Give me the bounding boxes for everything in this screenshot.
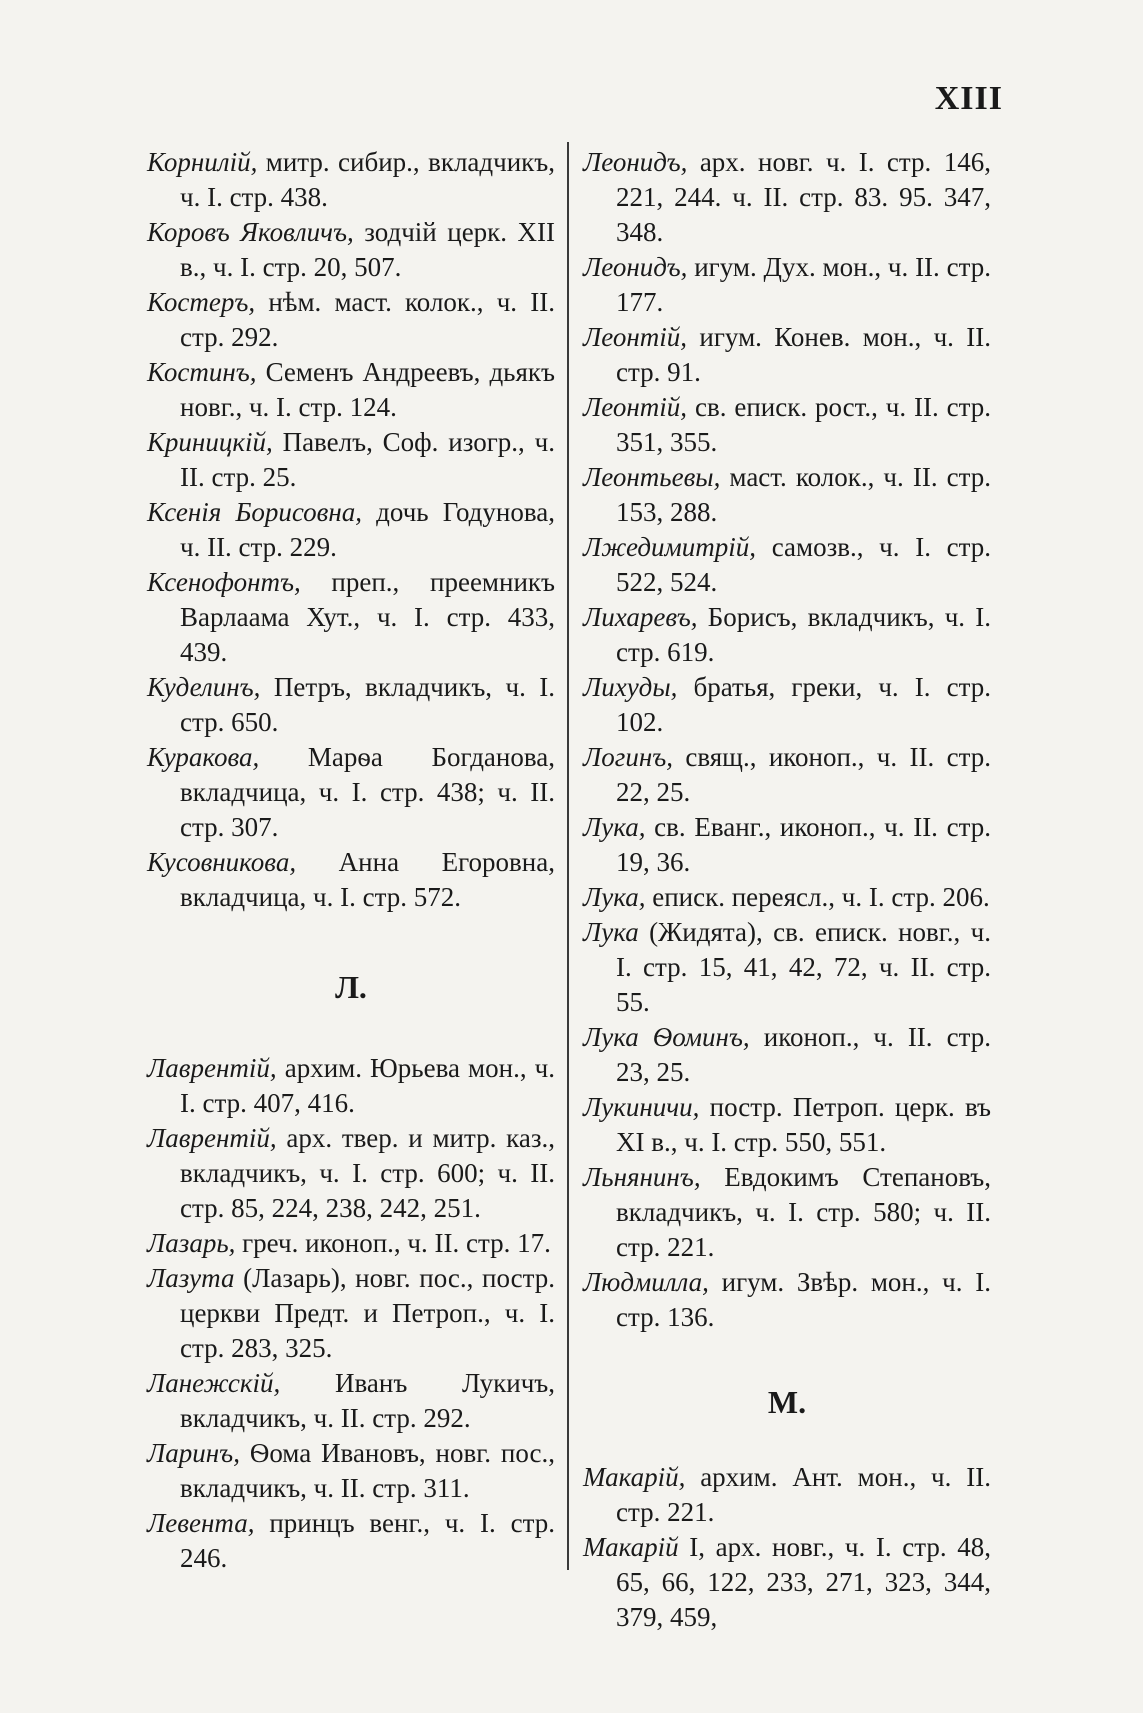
entry-text: (Жидята), св. еписк. новг., ч. I. стр. 15, 41, 42, 72, ч. II. стр. 55. — [616, 917, 991, 1017]
entry-name: Макарій — [583, 1532, 679, 1562]
letter-heading-m: М. — [767, 1384, 807, 1420]
right-entries-after — [583, 1460, 991, 1635]
page-number: XIII — [934, 80, 1003, 117]
entry-name: Корнилій, — [147, 147, 258, 177]
entry-name: Леонтій, — [583, 322, 688, 352]
entry-name: Лука — [583, 917, 639, 947]
column-divider — [567, 142, 569, 1570]
entry-text: Иванъ Лукичъ, вкладчикъ, ч. II. стр. 292. — [180, 1368, 555, 1433]
entry-text: игум. Конев. мон., ч. II. стр. 91. — [616, 322, 991, 387]
index-entry — [583, 390, 991, 460]
entry-name: Лихуды, — [583, 672, 678, 702]
entry-text: маст. колок., ч. II. стр. 153, 288. — [616, 462, 991, 527]
entry-name: Логинъ, — [583, 742, 673, 772]
entry-text: нѣм. маст. колок., ч. II. стр. 292. — [180, 287, 555, 352]
index-entry — [147, 355, 555, 425]
entry-text: Евдокимъ Степановъ, вкладчикъ, ч. I. стр. 580; ч. II. стр. 221. — [616, 1162, 991, 1262]
entry-name: Лазута — [147, 1263, 235, 1293]
entry-name: Леонидъ, — [583, 147, 688, 177]
right-column — [583, 145, 991, 1635]
index-entry — [147, 740, 555, 845]
index-entry — [583, 145, 991, 250]
entry-text: еписк. переясл., ч. I. стр. 206. — [645, 882, 990, 912]
entry-name: Коровъ Яковличъ, — [147, 217, 354, 247]
index-entry — [147, 1121, 555, 1226]
entry-text: свящ., иконоп., ч. II. стр. 22, 25. — [616, 742, 991, 807]
entry-name: Ланежскій, — [147, 1368, 281, 1398]
entry-text: греч. иконоп., ч. II. стр. 17. — [235, 1228, 551, 1258]
index-entry — [147, 145, 555, 215]
entry-text: самозв., ч. I. стр. 522, 524. — [616, 532, 991, 597]
entry-name: Лукиничи, — [583, 1092, 700, 1122]
entry-text: принцъ венг., ч. I. стр. 246. — [180, 1508, 555, 1573]
index-entry — [147, 215, 555, 285]
entry-name: Леонтій, — [583, 392, 688, 422]
left-entries-before — [147, 145, 555, 915]
index-entry — [583, 810, 991, 880]
entry-name: Лаврентій, — [147, 1123, 277, 1153]
index-entry — [583, 1530, 991, 1635]
entry-name: Лука Ѳоминъ, — [583, 1022, 750, 1052]
index-entry — [583, 1090, 991, 1160]
index-entry — [583, 250, 991, 320]
entry-text: зодчій церк. XII в., ч. I. стр. 20, 507. — [180, 217, 556, 282]
entry-name: Леонтьевы, — [583, 462, 721, 492]
index-entry — [583, 915, 991, 1020]
index-entry — [147, 565, 555, 670]
entry-text: постр. Петроп. церк. въ XI в., ч. I. стр. 550, 551. — [616, 1092, 991, 1157]
index-entry — [147, 1506, 555, 1576]
index-entry — [147, 495, 555, 565]
left-column — [147, 145, 555, 1576]
index-entry — [147, 425, 555, 495]
entry-name: Лжедимитрій, — [583, 532, 756, 562]
index-entry — [147, 1436, 555, 1506]
entry-name: Лука, — [583, 812, 646, 842]
entry-name: Ксенія Борисовна, — [147, 497, 363, 527]
index-entry — [147, 1366, 555, 1436]
entry-text: митр. сибир., вкладчикъ, ч. I. стр. 438. — [180, 147, 555, 212]
entry-name: Лазарь, — [147, 1228, 236, 1258]
index-entry — [583, 320, 991, 390]
entry-name: Леонидъ, — [583, 252, 688, 282]
entry-text: Павелъ, Соф. изогр., ч. II. стр. 25. — [180, 427, 555, 492]
index-entry — [583, 1160, 991, 1265]
index-entry — [583, 880, 991, 915]
entry-text: игум. Дух. мон., ч. II. стр. 177. — [616, 252, 991, 317]
entry-text: арх. твер. и митр. каз., вкладчикъ, ч. I. стр. 600; ч. II. стр. 85, 224, 238, 242, 251. — [180, 1123, 555, 1223]
index-entry — [583, 530, 991, 600]
index-entry — [147, 845, 555, 915]
entry-text: Анна Егоровна, вкладчица, ч. I. стр. 572. — [180, 847, 555, 912]
entry-name: Костинъ, — [147, 357, 257, 387]
index-entry — [147, 285, 555, 355]
entry-name: Куракова, — [147, 742, 260, 772]
entry-text: братья, греки, ч. I. стр. 102. — [616, 672, 991, 737]
entry-text: Марѳа Богданова, вкладчица, ч. I. стр. 438; ч. II. стр. 307. — [180, 742, 555, 842]
index-entry — [583, 600, 991, 670]
entry-text: арх. новг. ч. I. стр. 146, 221, 244. ч. II. стр. 83. 95. 347, 348. — [616, 147, 991, 247]
entry-name: Макарій, — [583, 1462, 686, 1492]
entry-name: Льнянинъ, — [583, 1162, 701, 1192]
entry-name: Людмилла, — [583, 1267, 709, 1297]
entry-text: св. еписк. рост., ч. II. стр. 351, 355. — [616, 392, 991, 457]
right-entries-before — [583, 145, 991, 1335]
entry-name: Куделинъ, — [147, 672, 261, 702]
entry-text: архим. Ант. мон., ч. II. стр. 221. — [616, 1462, 991, 1527]
index-entry — [583, 460, 991, 530]
entry-name: Лука, — [583, 882, 646, 912]
entry-text: преп., преемникъ Варлаама Хут., ч. I. стр. 433, 439. — [180, 567, 555, 667]
entry-text: св. Еванг., иконоп., ч. II. стр. 19, 36. — [616, 812, 991, 877]
entry-name: Криницкій, — [147, 427, 273, 457]
letter-heading-l: Л. — [335, 969, 367, 1005]
entry-name: Лихаревъ, — [583, 602, 698, 632]
entry-name: Лаврентій, — [147, 1053, 277, 1083]
entry-text: Ѳома Ивановъ, новг. пос., вкладчикъ, ч. II. стр. 311. — [180, 1438, 555, 1503]
index-entry — [583, 1460, 991, 1530]
entry-name: Кусовникова, — [147, 847, 297, 877]
entry-text: архим. Юрьева мон., ч. I. стр. 407, 416. — [180, 1053, 555, 1118]
entry-name: Ларинъ, — [147, 1438, 240, 1468]
entry-text: (Лазарь), новг. пос., постр. церкви Предт. и Петроп., ч. I. стр. 283, 325. — [180, 1263, 555, 1363]
entry-text: иконоп., ч. II. стр. 23, 25. — [616, 1022, 991, 1087]
index-entry — [147, 670, 555, 740]
entry-text: Семенъ Андреевъ, дьякъ новг., ч. I. стр. 124. — [180, 357, 555, 422]
entry-text: I, арх. новг., ч. I. стр. 48, 65, 66, 122, 233, 271, 323, 344, 379, 459, — [616, 1532, 991, 1632]
index-entry — [583, 1265, 991, 1335]
index-entry — [583, 740, 991, 810]
index-entry — [147, 1261, 555, 1366]
entry-name: Левента, — [147, 1508, 255, 1538]
entry-name: Ксенофонтъ, — [147, 567, 301, 597]
entry-text: игум. Звѣр. мон., ч. I. стр. 136. — [616, 1267, 991, 1332]
index-entry — [583, 670, 991, 740]
index-entry — [147, 1226, 555, 1261]
index-entry — [147, 1051, 555, 1121]
index-entry — [583, 1020, 991, 1090]
entry-text: Борисъ, вкладчикъ, ч. I. стр. 619. — [616, 602, 991, 667]
left-entries-after — [147, 1051, 555, 1576]
entry-text: Петръ, вкладчикъ, ч. I. стр. 650. — [180, 672, 555, 737]
entry-name: Костеръ, — [147, 287, 256, 317]
entry-text: дочь Годунова, ч. II. стр. 229. — [180, 497, 555, 562]
